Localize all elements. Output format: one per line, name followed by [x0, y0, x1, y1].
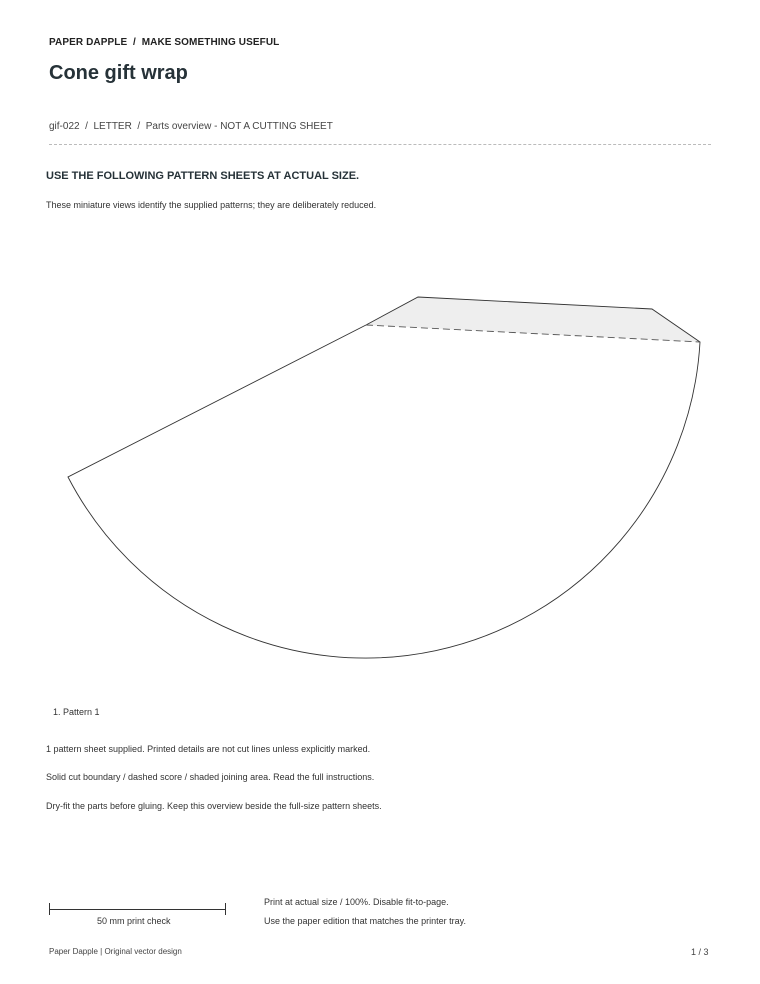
glue-tab-area: [366, 297, 700, 342]
meta-paper: LETTER: [93, 121, 132, 132]
scale-bar: [49, 903, 226, 915]
footer-credit: Paper Dapple | Original vector design: [49, 947, 182, 956]
brand-tagline: MAKE SOMETHING USEFUL: [141, 37, 280, 48]
cone-cut-outline: [68, 297, 700, 658]
meta-description: Parts overview - NOT A CUTTING SHEET: [145, 121, 333, 132]
section-intro: These miniature views identify the supplied patterns; they are deliberately reduced.: [46, 200, 377, 210]
print-instruction-paper: Use the paper edition that matches the printer tray.: [264, 916, 466, 926]
figure-caption: 1. Pattern 1: [53, 707, 100, 717]
note-dry-fit: Dry-fit the parts before gluing. Keep this overview beside the full-size pattern sheets.: [46, 801, 382, 811]
page-title: Cone gift wrap: [49, 62, 188, 84]
scale-bar-tick-start: [49, 903, 50, 915]
brand-name: PAPER DAPPLE: [49, 37, 128, 48]
page-number: 1 / 3: [691, 947, 709, 957]
score-line: [366, 325, 700, 342]
scale-bar-tick-end: [225, 903, 226, 915]
header-divider: [49, 144, 711, 145]
section-heading: USE THE FOLLOWING PATTERN SHEETS AT ACTUAL SIZE.: [46, 170, 360, 182]
print-instruction-size: Print at actual size / 100%. Disable fit-to-page.: [264, 897, 449, 907]
scale-bar-label: 50 mm print check: [97, 916, 171, 926]
document-meta: gif-022 / LETTER / Parts overview - NOT A CUTTING SHEET: [49, 121, 333, 132]
note-sheets: 1 pattern sheet supplied. Printed details are not cut lines unless explicitly marked.: [46, 744, 371, 754]
brand-line: [49, 37, 279, 48]
meta-code: gif-022: [49, 121, 80, 132]
note-legend: Solid cut boundary / dashed score / shaded joining area. Read the full instructions.: [46, 772, 375, 782]
scale-bar-line: [49, 909, 226, 910]
brand-separator: /: [133, 37, 136, 48]
